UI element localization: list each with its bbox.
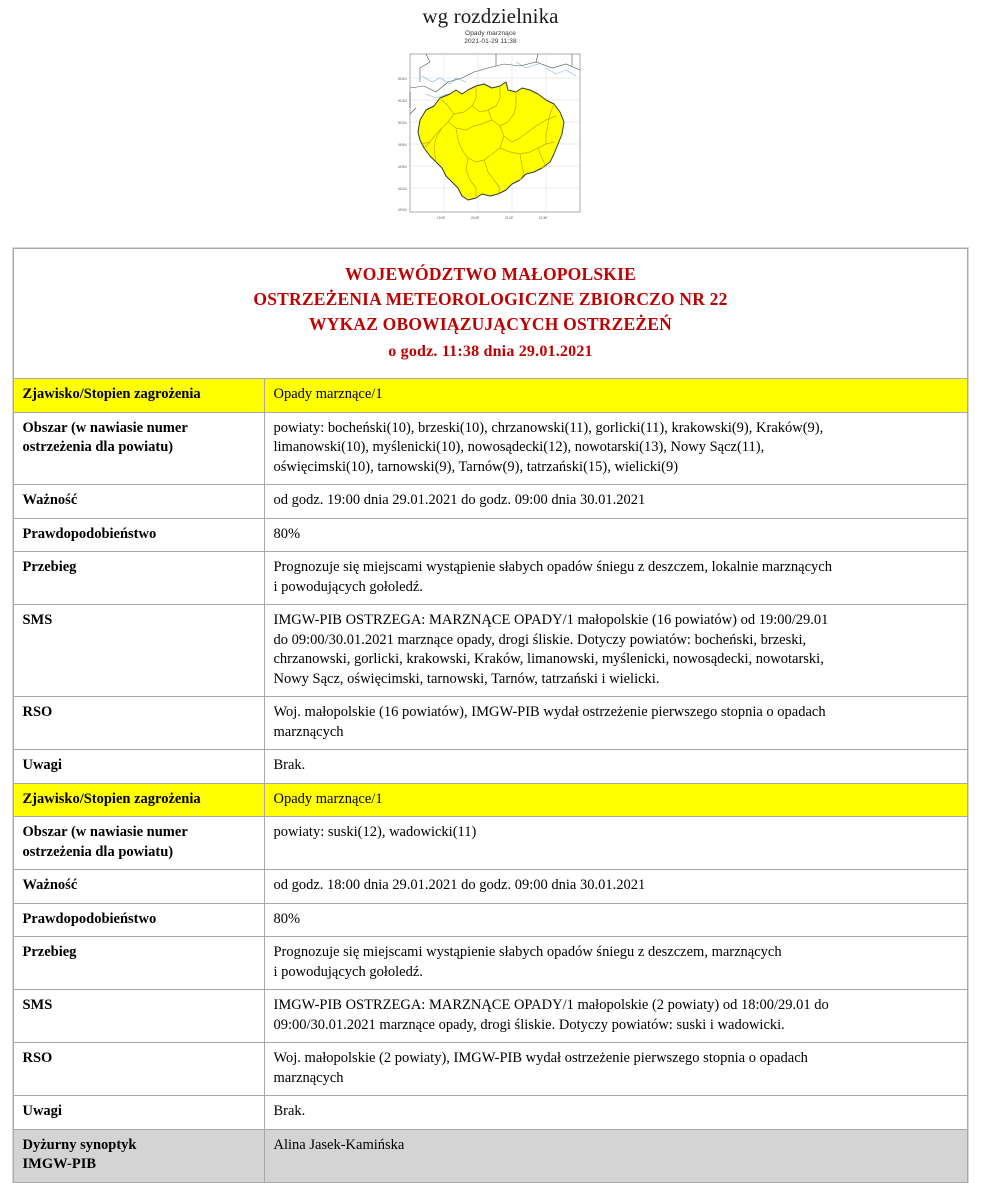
value-sms-1-line3: chrzanowski, gorlicki, krakowski, Kraków, limanowski, myślenicki, nowosądecki, nowotarski, — [273, 651, 824, 667]
title-list-label: WYKAZ OBOWIĄZUJĄCYCH OSTRZEŻEŃ — [309, 314, 672, 334]
table-row — [14, 990, 967, 1043]
table-row — [14, 817, 967, 870]
map-ytick: 49.5N — [397, 165, 407, 169]
table-row — [14, 1096, 967, 1130]
label-sms-1: SMS — [14, 605, 265, 697]
table-row — [14, 379, 967, 413]
value-rso-2 — [265, 1043, 967, 1096]
map-ytick: 50.6N — [397, 77, 407, 81]
label-area-2-line1: Obszar (w nawiasie numer — [22, 824, 188, 840]
value-course-1-line2: i powodujących gołoledź. — [273, 578, 423, 595]
table-title-cell — [14, 249, 967, 379]
title-voivodeship: WOJEWÓDZTWO MAŁOPOLSKIE — [345, 264, 636, 284]
map-ytick: 49.0N — [397, 208, 407, 212]
table-row — [14, 1043, 967, 1096]
value-validity-2: od godz. 18:00 dnia 29.01.2021 do godz. 09:00 dnia 30.01.2021 — [265, 870, 967, 904]
label-remarks-1: Uwagi — [14, 750, 265, 784]
value-phenomenon-2: Opady marznące/1 — [265, 783, 967, 817]
value-course-2-line1: Prognozuje się miejscami wystąpienie słabych opadów śniegu z deszczem, marznących — [273, 944, 782, 960]
warning-map — [396, 30, 586, 226]
label-duty-forecaster — [14, 1129, 265, 1182]
table-title-row — [14, 249, 967, 379]
map-ytick: 49.8N — [397, 143, 407, 147]
label-course-1: Przebieg — [14, 552, 265, 605]
table-row — [14, 750, 967, 784]
table-row — [14, 697, 967, 750]
table-row — [14, 412, 967, 485]
label-area-2 — [14, 817, 265, 870]
value-area-1 — [265, 412, 967, 485]
map-ytick: 49.2N — [397, 187, 407, 191]
label-validity-1: Ważność — [14, 485, 265, 519]
table-row — [14, 870, 967, 904]
label-rso-1: RSO — [14, 697, 265, 750]
label-phenomenon-1: Zjawisko/Stopien zagrożenia — [14, 379, 265, 413]
value-sms-2-line1: IMGW-PIB OSTRZEGA: MARZNĄCE OPADY/1 małopolskie (2 powiaty) od 18:00/29.01 do — [273, 997, 829, 1013]
table-row — [14, 552, 967, 605]
warnings-table — [13, 248, 967, 1183]
table-row — [14, 937, 967, 990]
map-xtick: 20.0E — [470, 216, 479, 220]
value-area-2: powiaty: suski(12), wadowicki(11) — [265, 817, 967, 870]
table-row — [14, 783, 967, 817]
value-rso-2-line2: marznących — [273, 1069, 344, 1086]
label-course-2: Przebieg — [14, 937, 265, 990]
title-issue-time: o godz. 11:38 dnia 29.01.2021 — [388, 343, 593, 360]
value-course-1 — [265, 552, 967, 605]
table-row — [14, 605, 967, 697]
label-sms-2: SMS — [14, 990, 265, 1043]
value-sms-1-line4: Nowy Sącz, oświęcimski, tarnowski, Tarnów, tatrzański i wielicki. — [273, 670, 660, 687]
map-caption-phenomenon: Opady marznące — [465, 30, 516, 37]
value-sms-1-line1: IMGW-PIB OSTRZEGA: MARZNĄCE OPADY/1 małopolskie (16 powiatów) od 19:00/29.01 — [273, 612, 829, 628]
label-remarks-2: Uwagi — [14, 1096, 265, 1130]
value-area-1-line2: limanowski(10), myślenicki(10), nowosądecki(12), nowotarski(13), Nowy Sącz(11), — [273, 439, 765, 455]
label-area-1 — [14, 412, 265, 485]
value-probability-1: 80% — [265, 518, 967, 552]
value-rso-2-line1: Woj. małopolskie (2 powiaty), IMGW-PIB wydał ostrzeżenie pierwszego stopnia o opadach — [273, 1050, 808, 1066]
table-row — [14, 485, 967, 519]
table-row — [14, 903, 967, 937]
value-course-1-line1: Prognozuje się miejscami wystąpienie słabych opadów śniegu z deszczem, lokalnie marznących — [273, 559, 832, 575]
label-validity-2: Ważność — [14, 870, 265, 904]
map-ytick: 50.3N — [397, 99, 407, 103]
value-area-1-line1: powiaty: bocheński(10), brzeski(10), chrzanowski(11), gorlicki(11), krakowski(9), Kraków(9), — [273, 419, 824, 436]
table-row — [14, 518, 967, 552]
value-rso-1-line1: Woj. małopolskie (16 powiatów), IMGW-PIB wydał ostrzeżenie pierwszego stopnia o opadach — [273, 704, 826, 720]
map-svg — [396, 48, 586, 226]
value-duty-forecaster: Alina Jasek-Kamińska — [265, 1129, 967, 1182]
map-caption — [396, 30, 586, 46]
map-xtick: 21.5E — [538, 216, 547, 220]
value-sms-1 — [265, 605, 967, 697]
value-remarks-1: Brak. — [265, 750, 967, 784]
map-canvas — [396, 48, 586, 226]
value-sms-1-line2: do 09:00/30.01.2021 marznące opady, drogi śliskie. Dotyczy powiatów: bocheński, brzeski, — [273, 631, 807, 648]
value-area-1-line3: oświęcimski(10), tarnowski(9), Tarnów(9), tatrzański(15), wielicki(9) — [273, 458, 679, 475]
value-course-2 — [265, 937, 967, 990]
title-bulletin-number: OSTRZEŻENIA METEOROLOGICZNE ZBIORCZO NR 22 — [253, 289, 728, 309]
label-area-line1: Obszar (w nawiasie numer — [22, 419, 188, 436]
label-probability-2: Prawdopodobieństwo — [14, 903, 265, 937]
map-xtick: 19.0E — [436, 216, 445, 220]
label-duty-line1: Dyżurny synoptyk — [22, 1136, 137, 1153]
label-area-2-line2: ostrzeżenia dla powiatu) — [22, 843, 174, 860]
value-course-2-line2: i powodujących gołoledź. — [273, 963, 423, 980]
value-sms-2 — [265, 990, 967, 1043]
label-duty-line2: IMGW-PIB — [22, 1156, 97, 1172]
label-rso-2: RSO — [14, 1043, 265, 1096]
value-phenomenon-1: Opady marznące/1 — [265, 379, 967, 413]
value-rso-1 — [265, 697, 967, 750]
value-rso-1-line2: marznących — [273, 723, 344, 740]
value-remarks-2: Brak. — [265, 1096, 967, 1130]
label-area-line2: ostrzeżenia dla powiatu) — [22, 439, 174, 455]
value-sms-2-line2: 09:00/30.01.2021 marznące opady, drogi śliskie. Dotyczy powiatów: suski i wadowicki. — [273, 1016, 785, 1033]
value-validity-1: od godz. 19:00 dnia 29.01.2021 do godz. 09:00 dnia 30.01.2021 — [265, 485, 967, 519]
map-caption-timestamp: 2021-01-29 11:38 — [464, 38, 517, 45]
value-probability-2: 80% — [265, 903, 967, 937]
map-xtick: 21.0E — [504, 216, 513, 220]
duty-forecaster-row — [14, 1129, 967, 1182]
label-probability-1: Prawdopodobieństwo — [14, 518, 265, 552]
label-phenomenon-2: Zjawisko/Stopien zagrożenia — [14, 783, 265, 817]
map-ytick: 50.0N — [397, 121, 407, 125]
page-title: wg rozdzielnika — [422, 4, 559, 28]
